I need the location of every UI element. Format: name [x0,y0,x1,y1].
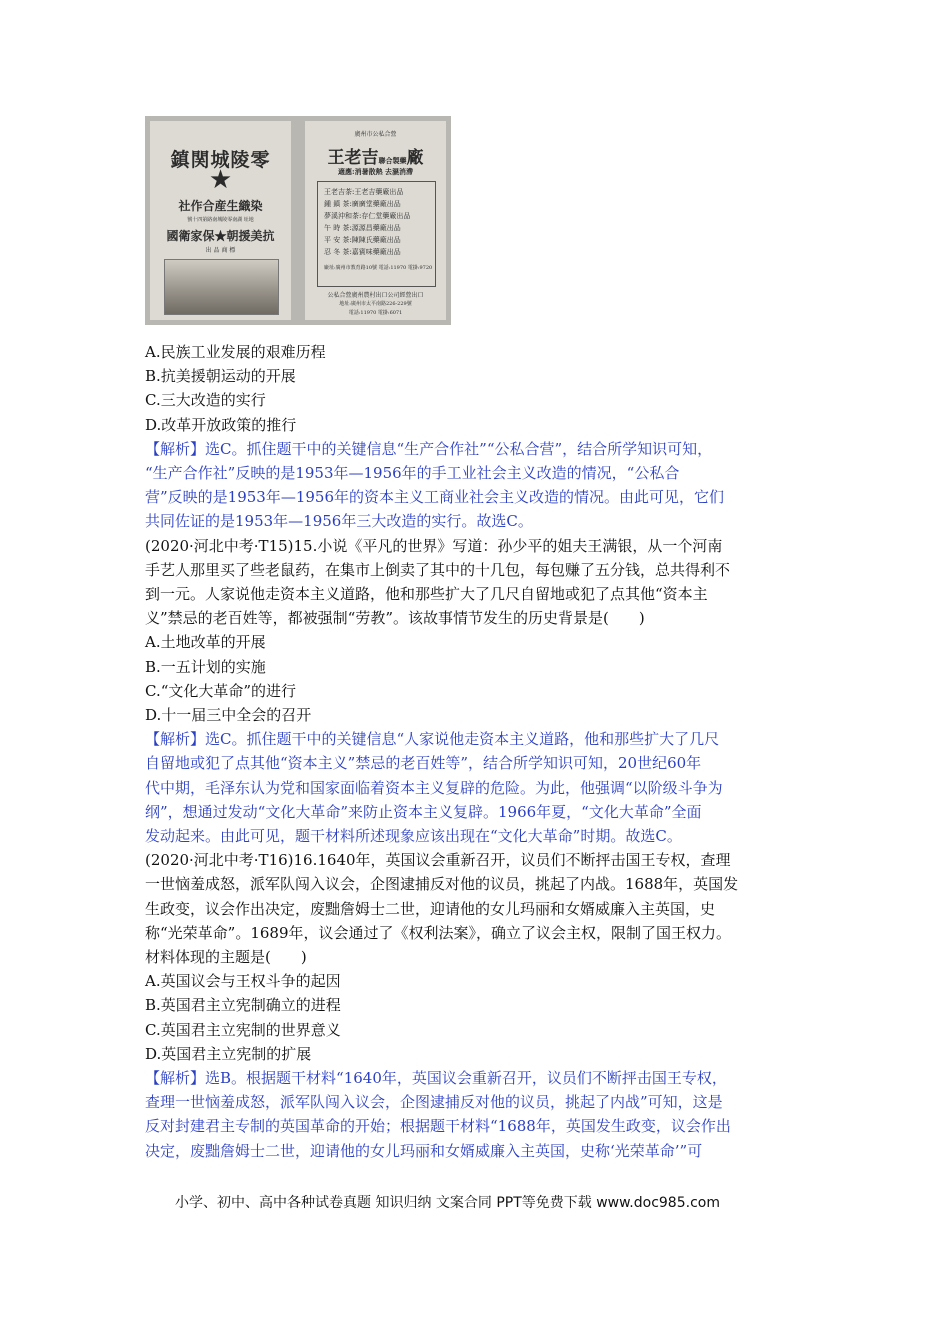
text-line: B.抗美援朝运动的开展 [145,367,296,386]
newspaper-ads-photo [145,116,451,325]
analysis-line: 【解析】选C。抓住题干中的关键信息“生产合作社”“公私合营”，结合所学知识可知， [145,439,713,458]
analysis-line: 自留地或犯了点其他“资本主义”禁忌的老百姓等”，结合所学知识可知，20世纪60年 [145,754,702,773]
ad-brand-factory: 廠 [406,148,424,168]
ad-export-company: 公私合營廣州農村出口公司經營出口 [327,292,424,299]
analysis-line: 【解析】选C。抓住题干中的关键信息“人家说他走资本主义道路，他和那些扩大了几尺 [145,730,720,749]
text-line: (2020·河北中考·T15)15.小说《平凡的世界》写道：孙少平的姐夫王满银，从一个河南 [145,536,723,555]
text-line: 一世恼羞成怒，派军队闯入议会，企图逮捕反对他的议员，挑起了内战。1688年，英国发 [145,875,739,894]
product-item: 午 時 茶:源源昌藥廠出品 [324,224,401,232]
product-item: 忍 冬 茶:嘉賓味藥廠出品 [324,248,401,256]
ad-note: 出 品 商 標 [205,247,236,254]
analysis-line: 营”反映的是1953年—1956年的资本主义工商业社会主义改造的情况。由此可见，它们 [145,488,725,507]
ad-brand-name: 王老吉 [327,148,379,168]
text-line: 义”禁忌的老百姓等，都被强制“劳教”。该故事情节发生的历史背景是( ) [145,609,645,628]
ad-title: 鎮関城陵零 [170,149,271,171]
product-item: 鍾 鎮 茶:廣廣堂藥廠出品 [324,200,401,208]
text-line: C.“文化大革命”的进行 [145,681,297,700]
page-footer: 小学、初中、高中各种试卷真题 知识归纳 文案合同 PPT等免费下载 www.doc985.com [175,1195,720,1211]
product-item: 王老吉茶:王老吉藥廠出品 [324,188,404,196]
text-line: A.英国议会与王权斗争的起因 [145,972,341,991]
ad-effects: 適應:消暑散熱 去濕消滯 [337,167,414,176]
ad-header: 廣州市公私合營 [354,131,397,138]
analysis-line: “生产合作社”反映的是1953年—1956年的手工业社会主义改造的情况，“公私合 [145,464,680,482]
text-line: (2020·河北中考·T16)16.1640年，英国议会重新召开，议员们不断抨击国王专权，查理 [145,851,731,870]
analysis-line: 反对封建君主专制的英国革命的开始；根据题干材料“1688年，英国发生政变，议会作出 [145,1117,731,1136]
text-line: 手艺人那里买了些老鼠药，在集市上倒卖了其中的十几包，每包赚了五分钱，总共得利不 [145,560,731,579]
text-line: B.英国君主立宪制确立的进程 [145,996,341,1015]
text-line: D.英国君主立宪制的扩展 [145,1044,312,1063]
product-item: 平 安 茶:陳陳氏藥廠出品 [324,236,401,244]
dye-cooperative-ad [150,121,291,320]
product-list [317,181,436,287]
text-line: 材料体现的主题是( ) [145,948,307,966]
star-icon: ★ [208,165,233,195]
text-line: 到一元。人家说他走资本主义道路，他和那些扩大了几尺自留地或犯了点其他“资本主 [145,585,708,603]
product-item: 夢溪沖和茶:存仁堂藥廠出品 [324,212,411,220]
analysis-line: 代中期，毛泽东认为党和国家面临着资本主义复辟的危险。为此，他强调“以阶级斗争为 [145,778,723,797]
ad-address-2: 地址:廣州市太平南路226-229號 [339,301,412,307]
ad-address-1: 廠址:廣州市教育路10號 電話:11970 電掛:9720 [324,265,433,271]
text-line: C.英国君主立宪制的世界意义 [145,1020,341,1039]
text-line: C.三大改造的实行 [145,391,266,410]
analysis-line: 共同佐证的是1953年—1956年三大改造的实行。故选C。 [145,512,533,531]
ad-company-name: 社作合産生織染 [178,199,263,213]
text-line: 称“光荣革命”。1689年，议会通过了《权利法案》，确立了议会主权，限制了国王权力。 [145,923,732,942]
wanglaoji-ad [305,121,446,320]
text-line: B.一五计划的实施 [145,657,266,676]
ad-brand-sub: 聯合製藥 [378,156,407,165]
ad-brand [305,143,446,168]
text-line: 生政变，议会作出决定，废黜詹姆士二世，迎请他的女儿玛丽和女婿威廉入主英国，史 [145,899,716,918]
text-line: D.十一届三中全会的召开 [145,706,312,724]
ad-phone: 電話:11970 電掛:6071 [348,310,403,316]
factory-illustration [164,259,279,315]
analysis-line: 查理一世恼羞成怒，派军队闯入议会，企图逮捕反对他的议员，挑起了内战”可知，这是 [145,1093,723,1112]
text-line: A.土地改革的开展 [145,633,266,652]
analysis-line: 发动起来。由此可见，题干材料所述现象应该出现在“文化大革命”时期。故选C。 [145,827,682,845]
analysis-line: 【解析】选B。根据题干材料“1640年，英国议会重新召开，议员们不断抨击国王专权， [145,1069,727,1087]
text-line: D.改革开放政策的推行 [145,415,297,434]
analysis-line: 纲”，想通过发动“文化大革命”来防止资本主义复辟。1966年夏，“文化大革命”全面 [145,802,702,821]
ad-slogan: 國衛家保★朝援美抗 [166,229,275,243]
text-line: A.民族工业发展的艰难历程 [145,343,326,361]
ad-address: 號十四第路南城陵零南湖 址地 [187,217,254,223]
analysis-line: 决定，废黜詹姆士二世，迎请他的女儿玛丽和女婿威廉入主英国，史称‘光荣革命’”可 [145,1141,703,1160]
